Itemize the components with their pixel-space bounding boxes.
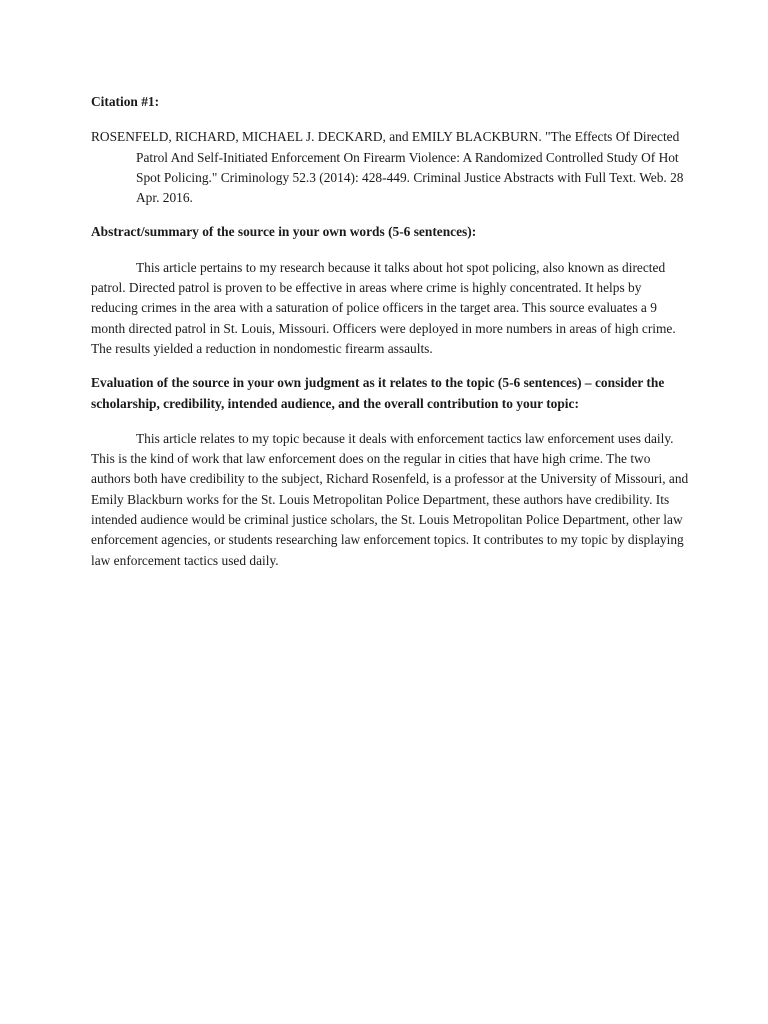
abstract-heading: Abstract/summary of the source in your own words (5-6 sentences): — [91, 224, 477, 240]
citation-text: ROSENFELD, RICHARD, MICHAEL J. DECKARD, and EMILY BLACKBURN. "The Effects Of Directed Patrol And Self-Initiated Enforcement On Firearm Violence: A Randomized Controlled Study Of Hot Spot Policing." Criminology 52.3 (2014): 428-449. Criminal Justice Abstracts with Full Text. Web. 28 Apr. 2016. — [91, 129, 684, 206]
evaluation-heading: Evaluation of the source in your own judgment as it relates to the topic (5-6 sentences) – consider the scholarship, credibility, intended audience, and the overall contribution to your topic: — [91, 375, 665, 411]
document-page — [91, 92, 689, 585]
abstract-paragraph: This article pertains to my research because it talks about hot spot policing, also known as directed patrol. Directed patrol is proven to be effective in areas where crime is highly concentrated. It helps by reducing crimes in the area with a saturation of police officers in the target area. This source evaluates a 9 month directed patrol in St. Louis, Missouri. Officers were deployed in more numbers in areas of high crime. The results yielded a reduction in nondomestic firearm assaults. — [91, 259, 676, 356]
evaluation-paragraph: This article relates to my topic because it deals with enforcement tactics law enforcement uses daily. This is the kind of work that law enforcement does on the regular in cities that have high crime. The two authors both have credibility to the subject, Richard Rosenfeld, is a professor at the University of Missouri, and Emily Blackburn works for the St. Louis Metropolitan Police Department, these authors have credibility. Its intended audience would be criminal justice scholars, the St. Louis Metropolitan Police Department, other law enforcement agencies, or students researching law enforcement topics. It contributes to my topic by displaying law enforcement tactics used daily. — [91, 430, 689, 568]
citation-heading: Citation #1: — [91, 94, 160, 109]
